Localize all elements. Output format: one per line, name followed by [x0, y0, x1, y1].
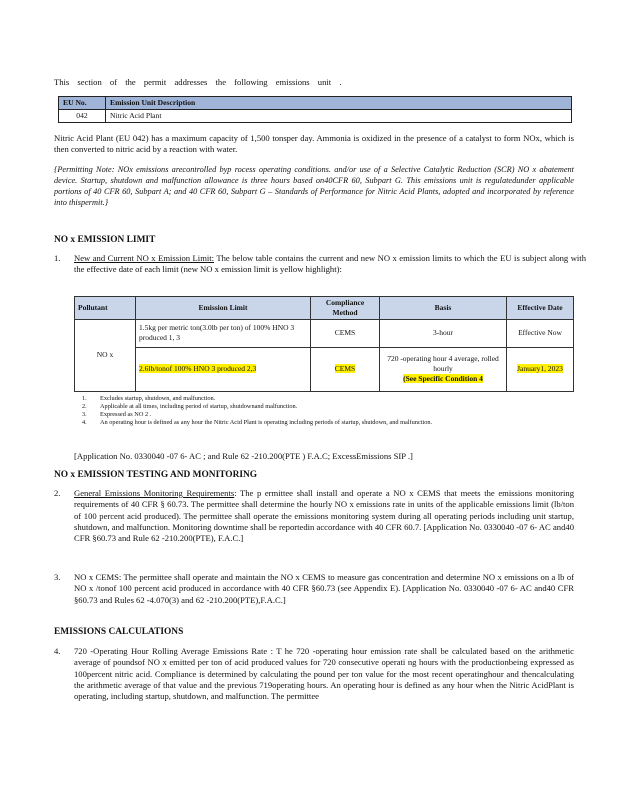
section-title-calculations: EMISSIONS CALCULATIONS: [54, 627, 184, 637]
effective-date-header: Effective Date: [507, 297, 574, 320]
pollutant-cell: NO x: [75, 319, 136, 391]
eu-no-cell: 042: [59, 110, 106, 123]
current-basis-cell: 3-hour: [380, 319, 507, 347]
footnote: 2. Applicable at all times, including period of startup, shutdownand malfunction.: [82, 403, 298, 411]
new-method-highlight: CEMS: [334, 364, 356, 374]
table-row: [59, 110, 572, 123]
footnote: 3. Expressed as NO 2 .: [82, 411, 152, 419]
new-limit-cell: [136, 347, 311, 391]
basis-header: Basis: [380, 297, 507, 320]
new-basis-text: 720 -operating hour 4 average, rolled hourly: [387, 354, 499, 374]
table-row: [75, 347, 574, 391]
item1-paragraph: [74, 253, 586, 276]
item-number: 4.: [54, 646, 61, 656]
new-effective-highlight: January1, 2023: [517, 364, 563, 374]
compliance-method-header: Compliance Method: [311, 297, 380, 320]
item2-paragraph: [74, 488, 574, 545]
item3-paragraph: [74, 572, 574, 606]
item-number: 1.: [54, 253, 61, 263]
emission-limits-table: [74, 296, 574, 392]
item2-title: General Emissions Monitoring Requirements: [74, 488, 235, 498]
item2-text: : The p ermittee shall install and operate a NO x CEMS that meets the emissions monitoring requirements of 40 CFR § 60.73. The permittee shall determine the hourly NO x emissions rate in units of the applicable emissions limit (lb/ton of 100 percent acid produced). The permittee shall operate the emissions monitoring system during all operating periods including unit startup, shutdown, and malfunction. Monitoring downtime shall be reportedin accordance with 40 CFR 60.7. [Application No. 0330040 -07 6- AC and40 CFR §60.73 and Rule 62 -210.200(PTE), F.A.C.]: [74, 488, 574, 544]
new-basis-cell: [380, 347, 507, 391]
current-effective-cell: Effective Now: [507, 319, 574, 347]
item1-title: New and Current NO x Emission Limit:: [74, 253, 215, 263]
intro-text: This section of the permit addresses the following emissions unit .: [54, 77, 342, 87]
pollutant-header: Pollutant: [75, 297, 136, 320]
new-method-cell: [311, 347, 380, 391]
new-basis-highlight: (See Specific Condition 4: [403, 374, 483, 384]
new-effective-cell: [507, 347, 574, 391]
new-limit-highlight: 2.6lb/tonof 100% HNO 3 produced 2,3: [139, 364, 257, 374]
item-number: 3.: [54, 572, 61, 582]
item3-title: NO x CEMS: [74, 572, 119, 582]
unit-description: Nitric Acid Plant (EU 042) has a maximum capacity of 1,500 tonsper day. Ammonia is oxidized in the presence of a catalyst to form NOx, which is then converted to nitric acid by a reaction with water.: [54, 133, 574, 155]
permitting-note: {Permitting Note: NOx emissions arecontrolled byp rocess operating conditions. and/or use of a Selective Catalytic Reduction (SCR) NO x abatement device. Startup, shutdown and malfunction allowance is three hours based on40CFR 60, Subpart G. This emissions unit is regulatedunder applicable portions of 40 CFR 60, Subpart A; and 40 CFR 60, Subpart G – Standards of Performance for Nitric Acid Plants, adopted and incorporated by reference into thispermit.}: [54, 165, 574, 207]
table-row: [75, 319, 574, 347]
section-title-testing-monitoring: NO x EMISSION TESTING AND MONITORING: [54, 470, 258, 480]
eu-desc-header: Emission Unit Description: [106, 97, 572, 110]
item3-text: : The permittee shall operate and maintain the NO x CEMS to measure gas concentration and determine NO x emissions on a lb of NO x /tonof 100 percent acid produced in accordance with 40 CFR §60.73 (see Appendix E). [Application No. 0330040 -07 6- AC and40 CFR §60.73 and Rules 62 -4.070(3) and 62 -210.200(PTE),F.A.C.]: [74, 572, 574, 605]
item4-paragraph: 720 -Operating Hour Rolling Average Emissions Rate : T he 720 -operating hour emission rate shall be calculated based on the arithmetic average of poundsof NO x emitted per ton of acid produced values for 720 consecutive operati ng hours with the productionbeing expressed as 100percent nitric acid. Compliance is determined by calculating the pound per ton value for the most recent operatinghour and thencalculating the arithmetic average of that value and the previous 719operating hours. An operating hour is defined as any hour when the Nitric AcidPlant is operating, including startup, shutdown, and malfunction. The permittee: [74, 646, 574, 702]
footnote: 1. Excludes startup, shutdown, and malfunction.: [82, 395, 216, 402]
item-number: 2.: [54, 488, 61, 498]
application-ref-1: [Application No. 0330040 -07 6- AC ; and Rule 62 -210.200(PTE ) F.A.C; ExcessEmissions SIP .]: [74, 451, 413, 461]
emission-limit-header: Emission Limit: [136, 297, 311, 320]
eu-table: [58, 96, 572, 123]
current-method-cell: CEMS: [311, 319, 380, 347]
footnotes: [82, 395, 572, 427]
section-title-emission-limit: NO x EMISSION LIMIT: [54, 235, 156, 245]
eu-desc-cell: Nitric Acid Plant: [106, 110, 572, 123]
footnote: 4. An operating hour is defined as any hour the Nitric Acid Plant is operating including periods of startup, shutdown, and malfunction.: [82, 419, 433, 427]
item1-text: The below table contains the current and new NO x emission limits to which the EU is subject along with the effective date of each limit (new NO x emission limit is yellow highlight):: [74, 253, 586, 275]
current-limit-cell: 1.5kg per metric ton(3.0lb per ton) of 100% HNO 3 produced 1, 3: [136, 319, 311, 347]
eu-no-header: EU No.: [59, 97, 106, 110]
